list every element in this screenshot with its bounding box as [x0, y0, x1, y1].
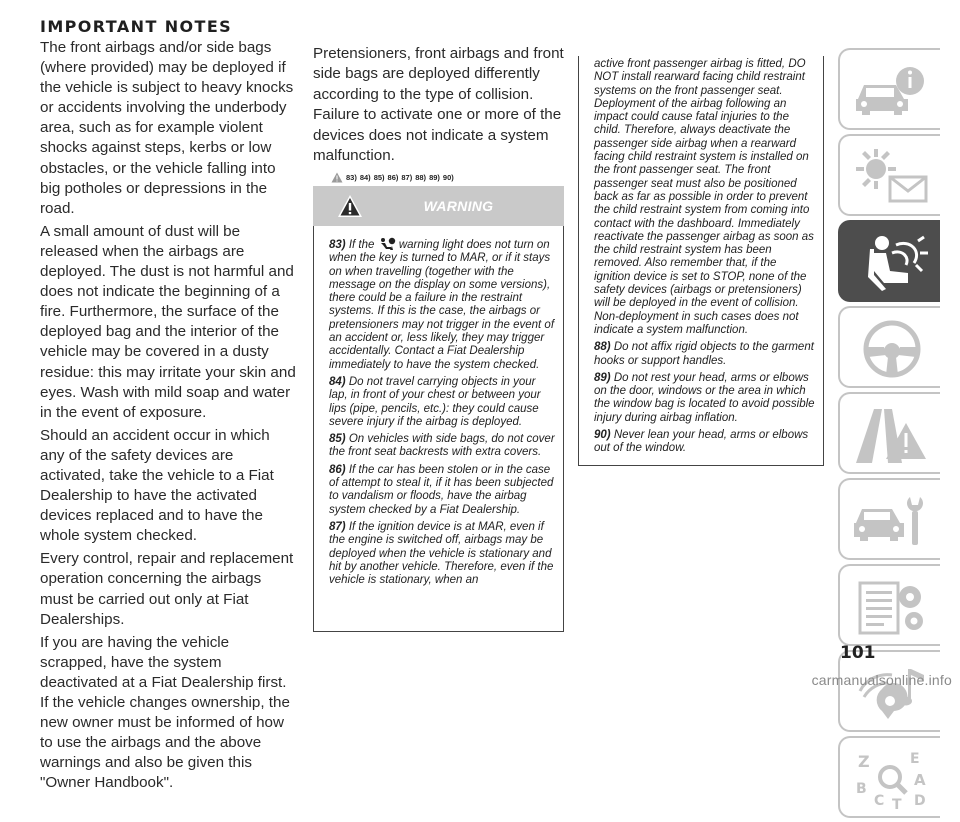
- note-number: 86): [329, 463, 346, 476]
- paragraph: The front airbags and/or side bags (where provided) may be deployed if the vehicle is subject to heavy knocks or accidents involving the underbody area, such as for example violent shocks against steps, kerbs or low obstacles, or the vehicle falling into big potholes or depressions in the road.: [40, 39, 294, 217]
- paragraph: Every control, repair and replacement operation concerning the airbags must be carried out only at Fiat Dealerships.: [40, 550, 294, 628]
- warning-refs: [331, 170, 565, 184]
- warning-title: WARNING: [423, 198, 494, 214]
- page-number: 101: [840, 643, 876, 663]
- note-text: On vehicles with side bags, do not cover the front seat backrests with extra covers.: [329, 433, 555, 459]
- note-text: Do not rest your head, arms or elbows on the door, windows or the area in which the window bag is located to avoid possible injury during airbag inflation.: [594, 371, 815, 424]
- airbag-warning-light-icon: [378, 237, 396, 251]
- warning-ref[interactable]: 84): [359, 172, 371, 182]
- music-nav-icon: [852, 661, 932, 725]
- paragraph: Should an accident occur in which any of the safety devices are activated, take the vehicle to a Fiat Dealership to have the activated devices replaced and to have the whole system checked.: [40, 426, 274, 545]
- chapter-tab-lights-messages[interactable]: [838, 134, 940, 216]
- warning-note: [594, 341, 815, 368]
- note-number: 87): [329, 520, 346, 533]
- warning-ref[interactable]: 83): [346, 172, 357, 182]
- chapter-tab-servicing[interactable]: [838, 478, 940, 560]
- svg-text:T: T: [892, 797, 902, 813]
- note-number: 88): [594, 341, 611, 354]
- note-text: warning light does not turn on when the key is turned to MAR, or if it stays on when travelling (together with the message on the display on some versions), there could be a failure in the restraint systems. If this is the case, the airbags or pretensioners may not trigger in the event of an accident or, less likely, they may trigger accidentally. Contact a Fiat Dealership immediately to have the system checked.: [329, 239, 555, 371]
- svg-text:A: A: [914, 771, 926, 789]
- chapter-tab-car-info[interactable]: [838, 48, 940, 130]
- seat-airbag-icon: [852, 231, 932, 295]
- note-text: If the ignition device is at MAR, even if the engine is switched off, airbags may be deployed when the vehicle is stationary and hit by another vehicle. Therefore, even if the vehicle is stationary, when an: [329, 520, 554, 587]
- svg-text:D: D: [914, 793, 926, 809]
- warning-ref[interactable]: 87): [401, 172, 413, 182]
- warning-box: [313, 226, 564, 632]
- svg-text:B: B: [856, 781, 867, 797]
- paragraph: If you are having the vehicle scrapped, have the system deactivated at a Fiat Dealership first. If the vehicle changes ownership, the new owner must be informed of how to use the airbags and the above warnings and also be given this "Owner Handbook".: [40, 633, 290, 792]
- note-text: If the: [348, 239, 375, 251]
- warning-note: [329, 433, 557, 460]
- note-text: Do not affix rigid objects to the garment hooks or support handles.: [594, 341, 814, 367]
- warning-ref[interactable]: 85): [373, 172, 385, 182]
- section-title: IMPORTANT NOTES: [40, 17, 233, 36]
- watermark: carmanualsonline.info: [811, 672, 952, 688]
- warning-ref[interactable]: 90): [442, 172, 454, 182]
- road-warning-icon: [852, 403, 932, 467]
- paragraph: Pretensioners, front airbags and front side bags are deployed differently according to the type of collision. Failure to activate one or more of the devices does not indicate a system malfunction.: [313, 45, 564, 165]
- warning-note: [594, 429, 815, 456]
- warning-header: [313, 186, 564, 226]
- chapter-tab-emergency[interactable]: [838, 392, 940, 474]
- warning-note: [329, 464, 557, 517]
- warning-note: [329, 237, 557, 372]
- warning-triangle-icon: [331, 172, 343, 183]
- alphabet-index-icon: [852, 747, 932, 811]
- note-text: If the car has been stolen or in the case of attempt to steal it, if it has been subjected to vandalism or floods, have the airbag system checked by a Fiat Dealership.: [329, 463, 554, 516]
- warning-note-continued: active front passenger airbag is fitted, DO NOT install rearward facing child restraint systems on the front passenger seat. Deployment of the airbag following an impact could cause fatal injuries to the child. Therefore, always deactivate the passenger side airbag when a rearward facing child restraint system is installed on the front passenger seat. The front passenger seat must also be positioned back as far as possible in order to prevent the child restraint system from coming into contact with the dashboard. Immediately reactivate the passenger airbag as soon as the child restraint system has been removed. Also remember that, if the ignition device is set to STOP, none of the safety devices (airbags or pretensioners) will be deployed in the event of collision. Non-deployment in such cases does not indicate a system malfunction.: [594, 58, 814, 336]
- warning-ref[interactable]: 86): [387, 172, 399, 182]
- svg-text:E: E: [910, 751, 920, 767]
- note-number: 83): [329, 239, 346, 251]
- chapter-sidebar: [838, 48, 942, 822]
- note-number: 85): [329, 433, 346, 446]
- note-number: 89): [594, 371, 611, 384]
- note-text: Never lean your head, arms or elbows out of the window.: [594, 429, 809, 455]
- note-text: Do not travel carrying objects in your lap, in front of your chest or between your lips (pipe, pencils, etc.): they could cause severe injury if the airbag is deployed.: [329, 375, 541, 428]
- steering-wheel-icon: [852, 317, 932, 381]
- list-gear-icon: [852, 575, 932, 639]
- car-info-icon: [852, 59, 932, 123]
- note-number: 84): [329, 375, 346, 388]
- chapter-tab-safety[interactable]: [838, 220, 940, 302]
- warning-note: [329, 376, 557, 429]
- warning-note: [594, 372, 815, 425]
- car-wrench-icon: [852, 489, 932, 553]
- warning-note: [329, 521, 557, 587]
- chapter-tab-index[interactable]: [838, 736, 940, 818]
- sun-envelope-icon: [852, 145, 932, 209]
- warning-box-continued: [578, 56, 824, 466]
- chapter-tab-technical-data[interactable]: [838, 564, 940, 646]
- warning-ref[interactable]: 89): [429, 172, 440, 182]
- chapter-tab-starting-driving[interactable]: [838, 306, 940, 388]
- warning-ref[interactable]: 88): [415, 172, 427, 182]
- note-number: 90): [594, 429, 611, 442]
- svg-text:C: C: [874, 793, 885, 809]
- svg-text:Z: Z: [858, 752, 870, 771]
- column-1: [40, 10, 298, 796]
- column-2: [313, 44, 565, 184]
- paragraph: A small amount of dust will be released when the airbags are deployed. The dust is not harmful and does not indicate the beginning of a fire. Furthermore, the surface of the deployed bag and the interior of the vehicle may be covered in a dusty residue: this may irritate your skin and eyes. Wash with mild soap and water in the event of exposure.: [40, 222, 296, 421]
